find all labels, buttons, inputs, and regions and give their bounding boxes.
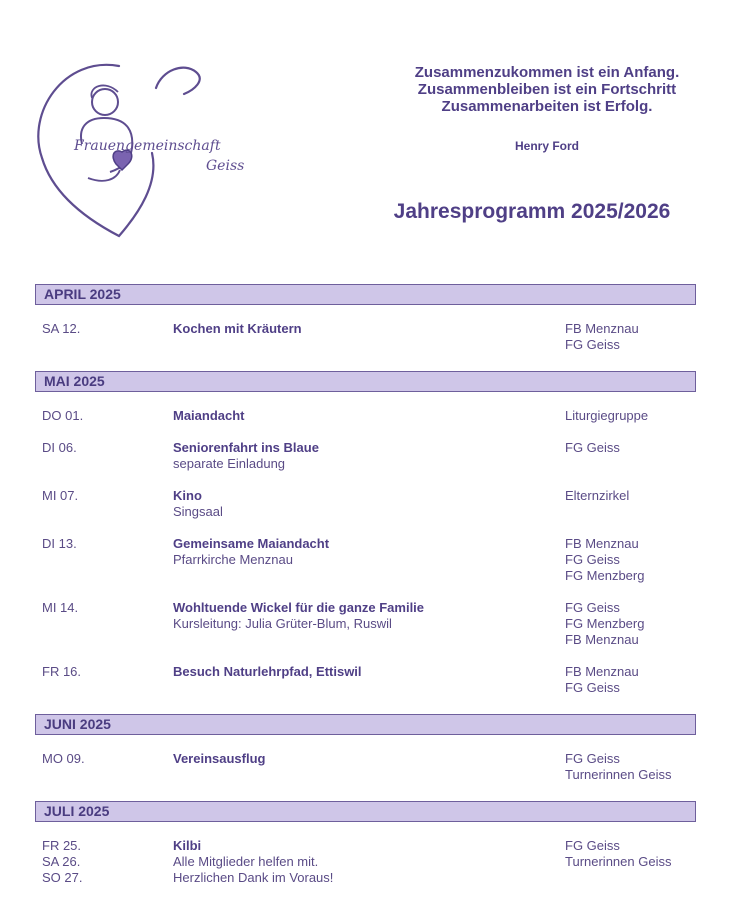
event-details [173,321,565,353]
event-host: FG Geiss FG Menzberg FB Menznau [565,600,645,647]
month-events [35,735,696,801]
month-header: APRIL 2025 [35,284,696,305]
program-table [35,284,696,904]
event-date: MO 09. [42,751,85,766]
quote [380,64,714,115]
event-title: Seniorenfahrt ins Blaue [173,440,319,455]
event-row [35,408,696,424]
event-date: DI 13. [42,536,77,551]
event-host: Liturgiegruppe [565,408,649,423]
event-details [173,440,565,472]
event-subtitle: separate Einladung [173,456,286,471]
event-title: Gemeinsame Maiandacht [173,536,330,551]
event-row [35,321,696,353]
event-row [35,838,696,886]
event-date: FR 16. [42,664,82,679]
event-row [35,488,696,520]
event-date: MI 07. [42,488,79,503]
event-title: Kino [173,488,202,503]
logo [34,58,274,240]
month-header: JUNI 2025 [35,714,696,735]
event-date: SA 12. [42,321,81,336]
event-host: FG Geiss Turnerinnen Geiss [565,751,672,782]
event-row [35,751,696,783]
event-details [173,751,565,783]
event-date: MI 14. [42,600,79,615]
month-events [35,392,696,714]
event-host: FG Geiss [565,440,620,455]
event-row [35,600,696,648]
event-details [173,488,565,520]
quote-line: Zusammenzukommen ist ein Anfang. [414,64,680,81]
event-title: Besuch Naturlehrpfad, Ettiswil [173,664,362,679]
event-details [173,838,565,886]
event-row [35,664,696,696]
event-row [35,536,696,584]
event-host: FG Geiss Turnerinnen Geiss [565,838,672,869]
event-title: Vereinsausflug [173,751,266,766]
quote-author: Henry Ford [514,139,579,153]
month-header: JULI 2025 [35,801,696,822]
event-details [173,408,565,424]
month-header: MAI 2025 [35,371,696,392]
logo-text-line2: Geiss [206,158,245,174]
event-details [173,664,565,696]
heart-logo-icon [34,58,274,240]
page-title: Jahresprogramm 2025/2026 [393,200,671,223]
event-subtitle: Pfarrkirche Menznau [173,552,293,567]
event-host: FB Menznau FG Geiss [565,321,639,352]
event-details [173,600,565,648]
quote-line: Zusammenarbeiten ist Erfolg. [441,98,653,115]
event-date: FR 25. SA 26. SO 27. [42,838,83,885]
quote-line: Zusammenbleiben ist ein Fortschritt [417,81,677,98]
event-host: Elternzirkel [565,488,630,503]
logo-text-line1: Frauengemeinschaft [74,138,221,154]
event-subtitle: Singsaal [173,504,223,519]
event-date: DO 01. [42,408,84,423]
event-title: Kilbi [173,838,202,853]
event-title: Wohltuende Wickel für die ganze Familie [173,600,425,615]
month-events [35,822,696,904]
event-title: Maiandacht [173,408,245,423]
month-events [35,305,696,371]
event-host: FB Menznau FG Geiss [565,664,639,695]
event-subtitle: Kursleitung: Julia Grüter-Blum, Ruswil [173,616,392,631]
event-row [35,440,696,472]
event-title: Kochen mit Kräutern [173,321,302,336]
event-date: DI 06. [42,440,77,455]
event-details [173,536,565,584]
event-subtitle: Alle Mitglieder helfen mit. Herzlichen Dank im Voraus! [173,854,334,885]
event-host: FB Menznau FG Geiss FG Menzberg [565,536,645,583]
